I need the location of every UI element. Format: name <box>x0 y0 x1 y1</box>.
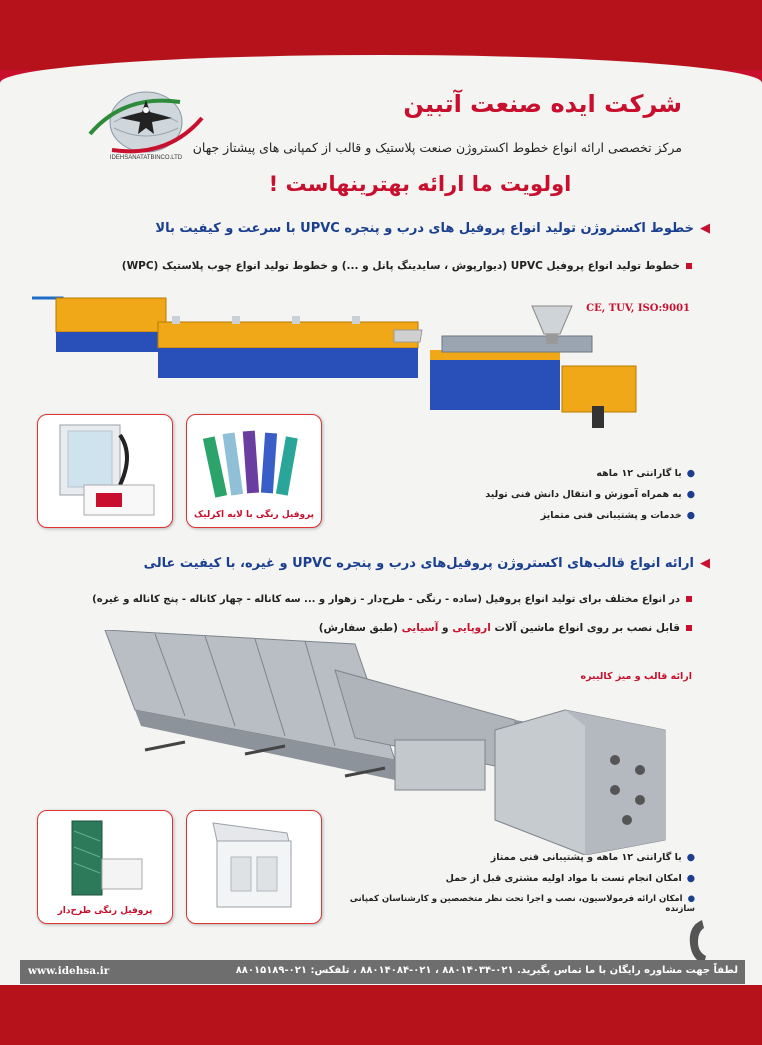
section2-title <box>110 556 710 571</box>
arrow-left-icon: ◀ <box>700 221 710 236</box>
list-item: ●به همراه آموزش و انتقال دانش فنی تولید <box>485 489 695 500</box>
dot-bullet-icon: ● <box>686 510 695 521</box>
company-name: شرکت ایده صنعت آتبین <box>403 90 682 118</box>
list-item: ●امکان ارائه فرمولاسیون، نصب و اجرا تحت نظر متخصصین و کارشناسان کمپانی سازنده <box>349 894 695 914</box>
section1-title <box>110 221 710 236</box>
contact-info: لطفاً جهت مشاوره رایگان با ما تماس بگیرید. ۰۲۱-۸۸۰۱۴۰۳۴ ، ۰۲۱-۸۸۰۱۴۰۸۴ ، تلفکس: ۰۲۱-۸۸۰۱۵۱۸۹ <box>235 965 738 976</box>
colored-profile-caption: پروفیل رنگی با لایه اکرلیک <box>193 510 315 520</box>
certifications: CE, TUV, ISO:9001 <box>586 303 690 314</box>
bottom-red-band <box>0 985 762 1045</box>
patterned-profile-caption: پروفیل رنگی طرح‌دار <box>57 906 153 916</box>
section2-line1-text: در انواع مختلف برای تولید انواع پروفیل (ساده - رنگی - طرح‌دار - زهوار و ... سه کاناله - چهار کاناله - پنج کاناله و غیره) <box>92 594 680 605</box>
patterned-profile-icon <box>38 811 172 903</box>
section1-line <box>100 260 692 272</box>
section1-title-text: خطوط اکستروژن تولید انواع پروفیل های درب و پنجره UPVC با سرعت و کیفیت بالا <box>155 221 694 236</box>
website-link[interactable]: www.idehsa.ir <box>28 965 110 977</box>
dot-bullet-icon: ● <box>686 489 695 500</box>
arrow-left-icon: ◀ <box>700 556 710 571</box>
colored-profiles-icon <box>187 415 321 505</box>
tagline: مرکز تخصصی ارائه انواع خطوط اکستروژن صنعت پلاستیک و قالب از کمپانی های پیشتاز جهان <box>192 140 682 155</box>
square-bullet-icon <box>686 596 692 602</box>
list-item: ●با گارانتی ۱۲ ماهه و پشتیبانی فنی ممتاز <box>490 852 695 863</box>
dot-bullet-icon: ● <box>686 873 695 884</box>
dot-bullet-icon: ● <box>686 852 695 863</box>
window-profile-photo <box>37 414 173 528</box>
priority-slogan: اولویت ما ارائه بهترینهاست ! <box>268 172 572 196</box>
section2-title-text: ارائه انواع قالب‌های اکستروژن پروفیل‌های درب و پنجره UPVC و غیره، با کیفیت عالی <box>143 556 694 571</box>
upvc-profile-icon <box>187 811 321 923</box>
footer-bar <box>20 960 745 984</box>
section2-line1 <box>80 594 692 605</box>
phone-icon <box>684 918 710 966</box>
section2-line2: قابل نصب بر روی انواع ماشین آلات اروپایی و آسیایی (طبق سفارش) <box>200 622 692 634</box>
list-item: ●امکان انجام تست با مواد اولیه مشتری قبل از حمل <box>445 873 695 884</box>
upvc-profile-photo <box>186 810 322 924</box>
dot-bullet-icon: ● <box>686 468 695 479</box>
list-item: ●با گارانتی ۱۲ ماهه <box>596 468 695 479</box>
square-bullet-icon <box>686 263 692 269</box>
section2-bullets <box>320 852 695 924</box>
section1-bullets <box>470 468 695 531</box>
patterned-profile-photo <box>37 810 173 924</box>
section1-line-text: خطوط تولید انواع پروفیل UPVC (دیوارپوش ، سایدینگ پانل و ...) و خطوط تولید انواع چوب پلاستیک (WPC) <box>121 260 680 272</box>
dot-bullet-icon: ● <box>687 894 695 904</box>
list-item: ●خدمات و پشتیبانی فنی متمایز <box>540 510 695 521</box>
extrusion-mold-image <box>95 630 695 855</box>
logo-text: IDEHSANATATBINCO.LTD <box>109 155 183 161</box>
colored-profile-photo <box>186 414 322 528</box>
mold-subtitle: ارائه قالب و میز کالیبره <box>580 671 692 682</box>
window-profile-icon <box>38 415 172 527</box>
